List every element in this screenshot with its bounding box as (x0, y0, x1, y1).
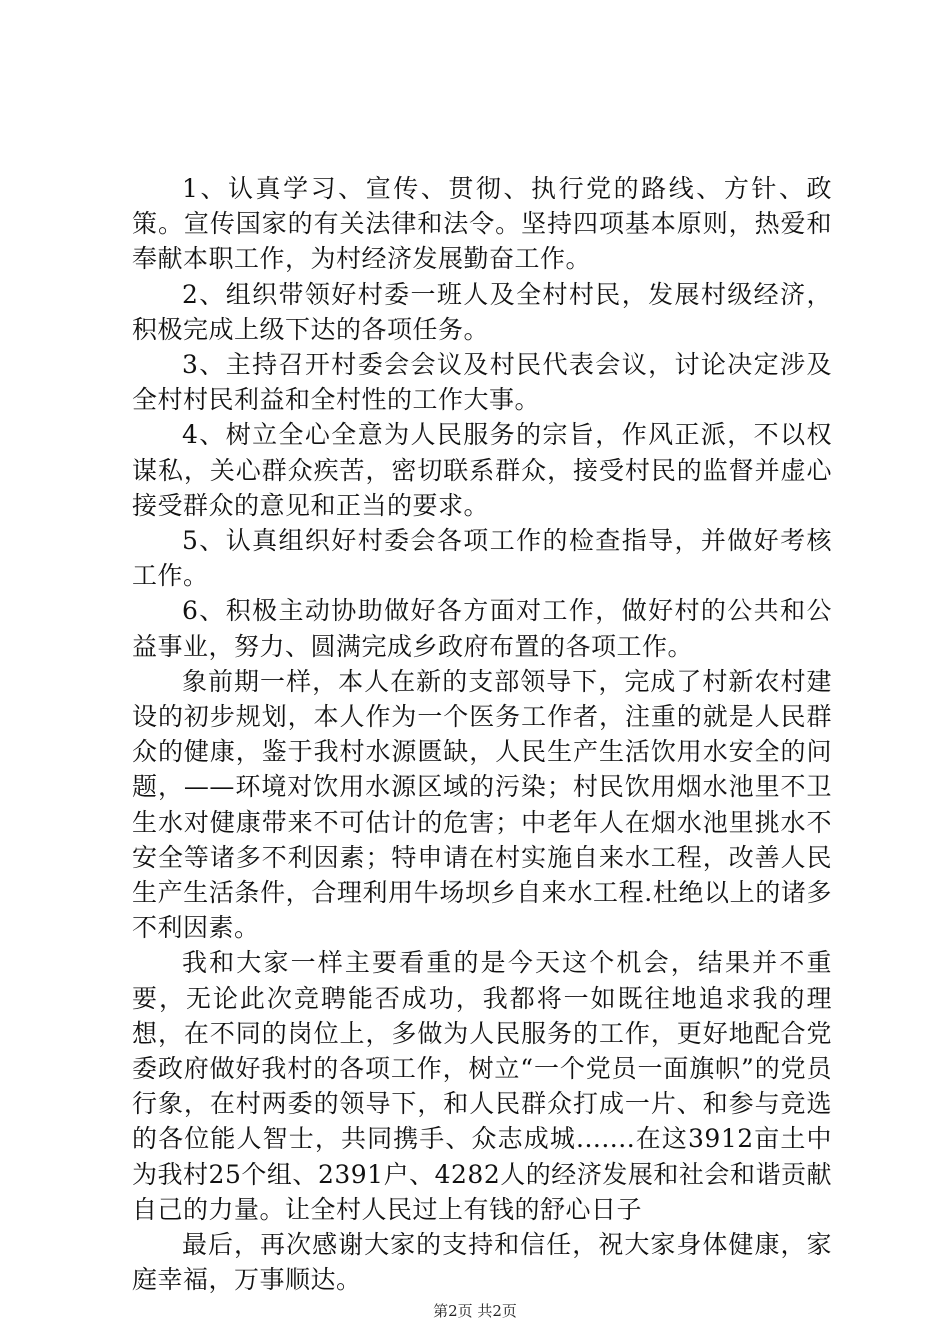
paragraph-duty-1: 1、认真学习、宣传、贯彻、执行党的路线、方针、政策。宣传国家的有关法律和法令。坚持四项基本原则，热爱和奉献本职工作，为村经济发展勤奋工作。 (132, 174, 832, 274)
paragraph-duty-4: 4、树立全心全意为人民服务的宗旨，作风正派，不以权谋私，关心群众疾苦，密切联系群众，接受村民的监督并虚心接受群众的意见和正当的要求。 (132, 420, 832, 520)
page-number-label: 第2页 共2页 (433, 1302, 517, 1320)
page-footer (0, 1302, 950, 1320)
paragraph-closing: 最后，再次感谢大家的支持和信任，祝大家身体健康，家庭幸福，万事顺达。 (132, 1230, 832, 1295)
paragraph-duty-3: 3、主持召开村委会会议及村民代表会议，讨论决定涉及全村村民利益和全村性的工作大事。 (132, 350, 832, 415)
document-body (132, 171, 832, 1298)
paragraph-commitment: 我和大家一样主要看重的是今天这个机会，结果并不重要，无论此次竞聘能否成功，我都将一如既往地追求我的理想，在不同的岗位上，多做为人民服务的工作，更好地配合党委政府做好我村的各项工作，树立“一个党员一面旗帜”的党员行象，在村两委的领导下，和人民群众打成一片、和参与竞选的各位能人智士，共同携手、众志成城.......在这3912亩土中为我村25个组、2391户、4282人的经济发展和社会和谐贡献自己的力量。让全村人民过上有钱的舒心日子 (132, 948, 832, 1224)
paragraph-duty-5: 5、认真组织好村委会各项工作的检查指导，并做好考核工作。 (132, 526, 832, 591)
paragraph-duty-2: 2、组织带领好村委一班人及全村村民，发展村级经济，积极完成上级下达的各项任务。 (132, 279, 832, 344)
paragraph-duty-6: 6、积极主动协助做好各方面对工作，做好村的公共和公益事业，努力、圆满完成乡政府布置的各项工作。 (132, 596, 832, 661)
paragraph-water-project: 象前期一样，本人在新的支部领导下，完成了村新农村建设的初步规划，本人作为一个医务工作者，注重的就是人民群众的健康，鉴于我村水源匮缺，人民生产生活饮用水安全的问题，——环境对饮用水源区域的污染；村民饮用烟水池里不卫生水对健康带来不可估计的危害；中老年人在烟水池里挑水不安全等诸多不利因素；特申请在村实施自来水工程，改善人民生产生活条件，合理利用牛场坝乡自来水工程.杜绝以上的诸多不利因素。 (132, 666, 832, 943)
